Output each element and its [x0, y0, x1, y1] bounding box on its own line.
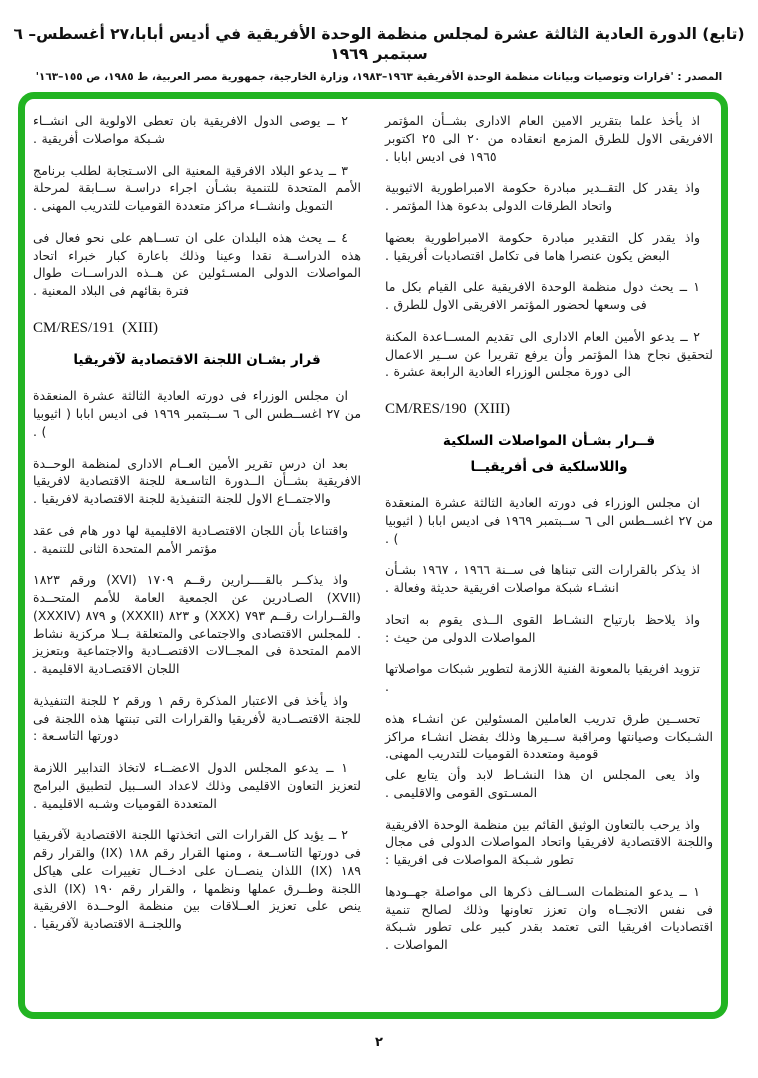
paragraph: تزويد افريقيا بالمعونة الفنية اللازمة لتطوير شبكات مواصلاتها .: [385, 661, 700, 695]
resolution-title-line2: واللاسلكية فى أفريقيــا: [470, 458, 628, 475]
left-column: [33, 112, 361, 1004]
resolution-title: قــرار بشـأن المواصلات السلكية: [442, 433, 656, 449]
paragraph: واذ يأخذ فى الاعتبار المذكرة رقم ١ ورقم ٢ للجنة التنفيذية للجنة الاقتصــادية لأفريقيا والقرارات التى تبنتها هذه اللجنة فى دورتها التاسـعة :: [33, 692, 361, 744]
paragraph: ١ ــ يحث دول منظمة الوحدة الافريقية على القيام بكل ما فى وسعها لحضور المؤتمر الافريقى الاول للطرق .: [385, 279, 700, 312]
paragraph: اذ يذكر بالقرارات التى تبناها فى ســنة ١٩٦٦ ، ١٩٦٧ بشـأن انشـاء شبكة مواصلات افريقية حديثة وفعالة .: [385, 562, 700, 596]
resolution-label-cm-res-191: CM/RES/191 (XIII): [33, 319, 158, 336]
paragraph: ٣ ــ يدعو البلاد الافرقية المعنية الى الاسـتجابة لطلب برنامج الأمم المتحدة للتنمية بشـأن اجراء دراسـة ســابقة لمرحلة التمويل وانشــاء مراكز متعددة القوميات للتدريب المهنى .: [33, 162, 361, 213]
paragraph: ان مجلس الوزراء فى دورته العادية الثالثة عشرة المنعقدة من ٢٧ اغســطس الى ٦ ســبتمبر ١٩٦٩ فى اديس ابابا ( اثيوبيا ) .: [33, 388, 362, 439]
page-number: ٢: [375, 1035, 383, 1050]
paragraph: تحســين طرق تدريب العاملين المسئولين عن انشـاء هذه الشـبكات وصيانتها ومراقبة ســيرها وذلك بفضل انشـاء مراكز قومية ومتعددة القوميات للتدريب المهنى.: [385, 710, 713, 762]
paragraph: واذ يلاحظ بارتياح النشـاط القوى الــذى يقوم به اتحاد المواصلات الدولى من حيث :: [385, 611, 700, 645]
resolution-label-cm-res-190: CM/RES/190 (XIII): [385, 401, 510, 417]
page-title: (تابع) الدورة العادية الثالثة عشرة لمجلس منظمة الوحدة الأفريقية في أديس أبابا،٢٧ أغسطس– ٦ سبتمبر ١٩٦٩: [13, 25, 745, 64]
paragraph: بعد ان درس تقرير الأمين العــام الادارى لمنظمة الوحــدة الافريقية بشــأن الــدورة التاسـعة للجنة الاقتصادية لافريقيا والاجتمــاع الاول للجنة التنفيذية للجنة الاقتصادية لافريقيا .: [33, 455, 361, 507]
paragraph: ٢ ــ يدعو الأمين العام الادارى الى تقديم المســاعدة المكنة لتحقيق نجاح هذا المؤتمر وأن يرفع تقريرا عن ســير الاعمال الى دورة مجلس الوزراء العادية الرابعة عشرة .: [385, 328, 713, 380]
paragraph: ٢ ــ يؤيد كل القرارات التى اتخذتها اللجنة الاقتصادية لآفريقيا فى دورتها التاســعة ، ومنها القرار رقم ١٨٨ (IX) والقرار رقم ١٨٩ (IX) اللذان ينصــان على ادخــال تغييرات على هياكل اللجنة وطــرق عملها ونظمها ، والقرار رقم ١٩٠ (IX) الذى ينص على تعزيز العــلاقات بين منظمة الوحــدة الافريقية واللجنــة الاقتصادية لآفريقيا .: [33, 827, 361, 932]
paragraph: ٢ ــ يوصى الدول الافريقية بان تعطى الاولوية الى انشــاء شـبكة مواصلات أفريقية .: [33, 113, 348, 146]
source-line: المصدر : 'قرارات وتوصيات وبيانات منظمة الوحدة الأفريقية ١٩٦٣–١٩٨٣، وزارة الخارجية، جمهورية مصر العربية، ط ١٩٨٥، ص ١٥٥–١٦٣': [35, 71, 723, 84]
page-header: [0, 24, 758, 83]
paragraph: واقتناعا بأن اللجان الاقتصـادية الاقليمية لها دور هام فى عقد مؤتمر الأمم المتحدة الثانى للتنمية .: [33, 522, 348, 556]
paragraph: ١ ــ يدعو المجلس الدول الاعضــاء لاتخاذ التدابير اللازمة لتعزيز التعاون الاقليمى وذلك لاعداد الســبيل لتطبيق البرامج المتعددة القوميات وشـبه الاقليمية .: [33, 760, 361, 811]
two-column-layout: [33, 112, 713, 1004]
resolution-title: قرار بشـان اللجنة الاقتصادية لآفريقيا: [73, 351, 321, 368]
paragraph: واذ يذكــر بالقــــرارين رقــم ١٧٠٩ (XVI) ورقم ١٨٢٣ (XVII) الصـادرين عن الجمعية العامة للأمم المتحــدة والقــرارات رقــم ٧٩٣ (XXX) و ٨٢٣ (XXXII) و ٨٧٩ (XXXIV) . للمجلس الاقتصادى والاجتماعى والمتعلقة بــلا مركزية نشاط الامم المتحدة فى المجــالات الاقتصــادية والاجتماعية وبتعزيز اللجان الاقتصـادية الاقليمية .: [33, 572, 361, 677]
right-column: [385, 112, 713, 1004]
paragraph: واذ يقدر كل التقدير مبادرة حكومة الامبراطورية بعضها البعض يكون عنصرا هاما فى تكامل اقتصاديات أفريقيا .: [385, 229, 700, 263]
paragraph: واذ يرحب بالتعاون الوثيق القائم بين منظمة الوحدة الافريقية واللجنة الاقتصادية لافريقيا واتحاد المواصلات الدولى فى مجال تطور شـبكة المواصلات فى افريقيا :: [385, 816, 713, 868]
content-frame: [18, 92, 728, 1019]
paragraph: واذ يقدر كل التقــدير مبادرة حكومة الامبراطورية الاثيوبية واتحاد الطرقات الدولى بدعوة هذا المؤتمر .: [385, 180, 700, 213]
paragraph: واذ يعى المجلس ان هذا النشـاط لابد وأن يتابع على المسـتوى القومى والاقليمى .: [385, 767, 700, 800]
paragraph: ان مجلس الوزراء فى دورته العادية الثالثة عشرة المنعقدة من ٢٧ اغســطس الى ٦ ســبتمبر ١٩٦٩ فى اديس ابابا ( اثيوبيا ) .: [385, 495, 714, 546]
paragraph: ٤ ــ يحث هذه البلدان على ان تســاهم على نحو فعال فى هذه الدراســة نقدا وعينا وذلك باعارة كبار خبراء اتحاد المواصلات الدولى المسـئولين عن هــذه الدراســات طوال فترة بقائهم فى البلاد المعنية .: [33, 229, 361, 298]
paragraph: اذ يأخذ علما بتقرير الامين العام الادارى بشــأن المؤتمر الافريقى الاول للطرق المزمع انعقاده من ٢٠ الى ٢٥ اكتوبر ١٩٦٥ فى اديس ابابا .: [385, 113, 713, 164]
paragraph: ١ ــ يدعو المنظمات الســالف ذكرها الى مواصلة جهــودها فى نفس الاتجــاه وان تعزز تعاونها وذلك لصالح تنمية اقتصاديات افريقيا التى تعتمد بقدر كبير على تطور شـبكة المواصلات .: [385, 883, 713, 953]
